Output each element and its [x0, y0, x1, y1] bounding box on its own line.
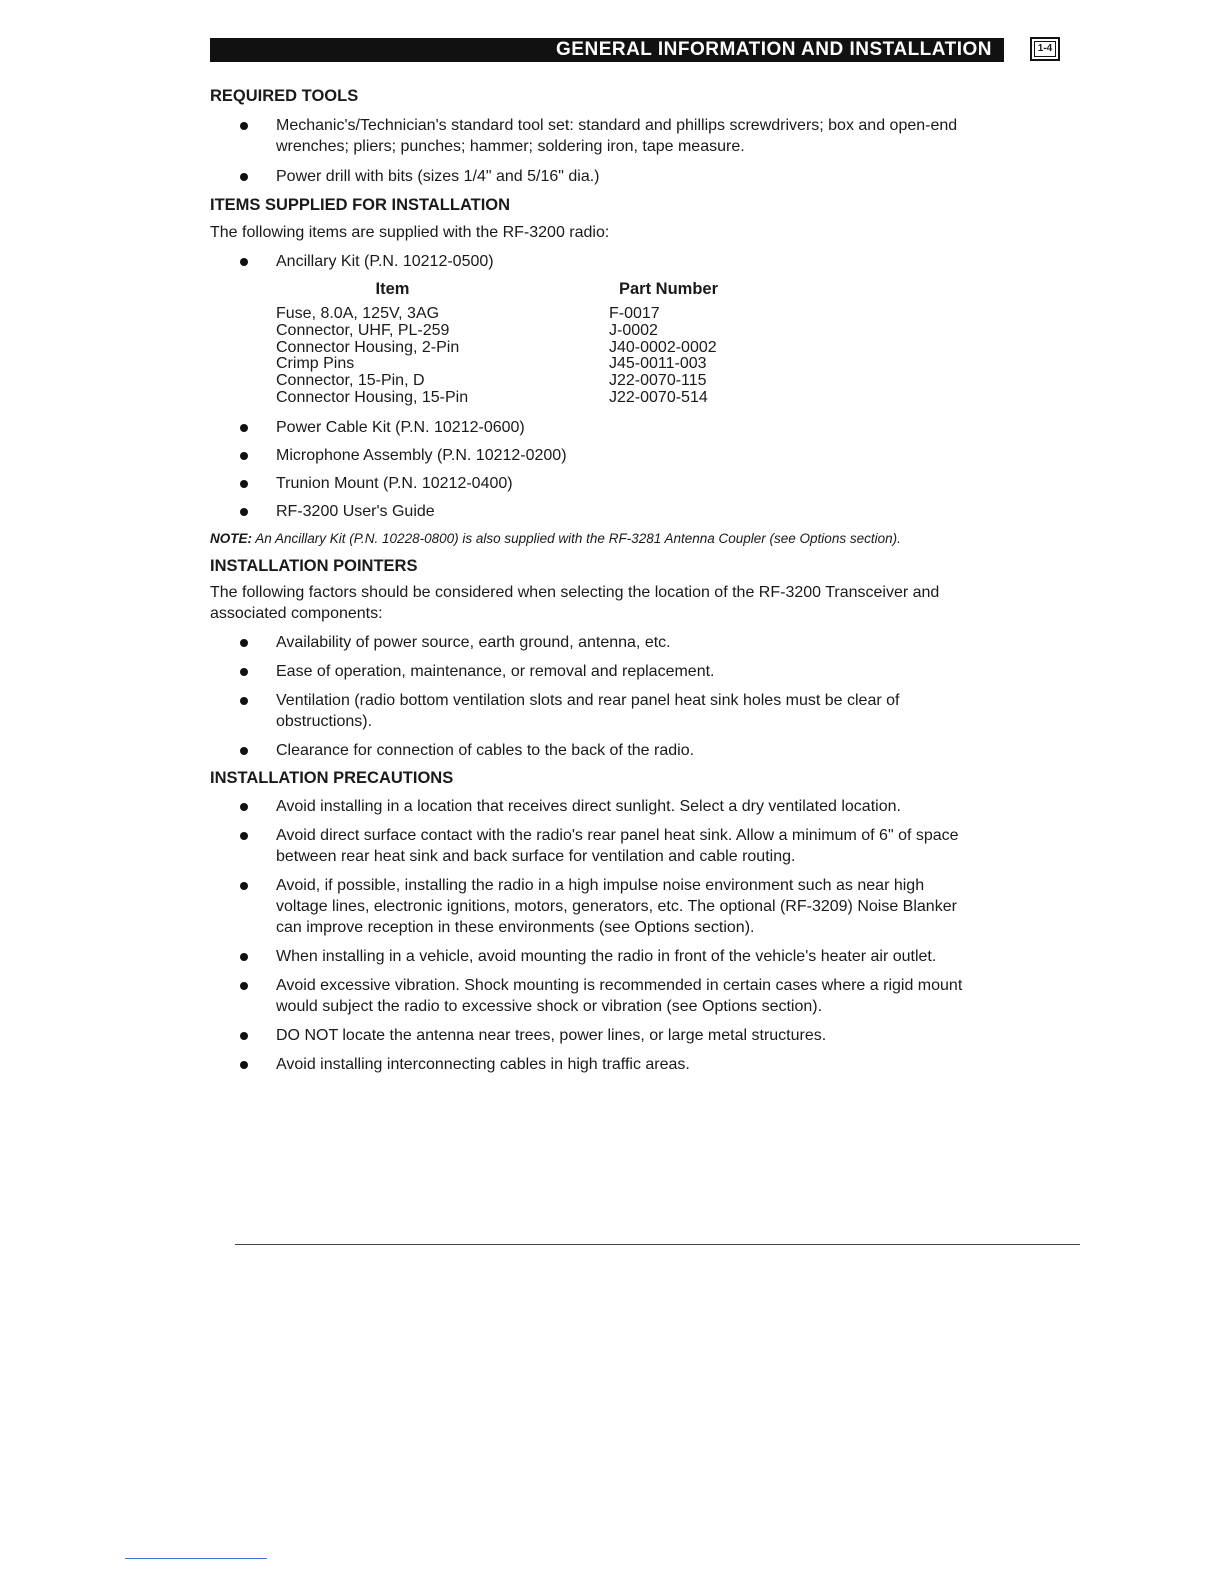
table-row: Connector Housing, 2-Pin J40-0002-0002: [276, 338, 717, 356]
list-item: When installing in a vehicle, avoid mounting the radio in front of the vehicle's heater air outlet.: [210, 946, 970, 967]
bullet-icon: [240, 953, 248, 961]
installation-precautions-heading: INSTALLATION PRECAUTIONS: [210, 768, 454, 787]
bullet-icon: [240, 173, 248, 181]
required-tools-heading: REQUIRED TOOLS: [210, 87, 359, 105]
list-item: Power Cable Kit (P.N. 10212-0600): [210, 417, 970, 438]
list-item: Avoid excessive vibration. Shock mounting is recommended in certain cases where a rigid mount would subject the radio to excessive shock or vibration (see Options section).: [210, 975, 970, 1017]
bullet-icon: [240, 882, 248, 890]
bullet-icon: [240, 122, 248, 130]
list-item: Mechanic's/Technician's standard tool set: standard and phillips screwdrivers; box and open-end wrenches; pliers; punches; hammer; soldering iron, tape measure.: [210, 115, 970, 157]
items-supplied-heading: ITEMS SUPPLIED FOR INSTALLATION: [210, 196, 511, 214]
ancillary-kit-table: [276, 280, 970, 407]
section-title: GENERAL INFORMATION AND INSTALLATION: [556, 39, 992, 60]
list-item: Availability of power source, earth ground, antenna, etc.: [210, 632, 970, 653]
bullet-icon: [240, 639, 248, 647]
items-supplied-intro: The following items are supplied with the RF-3200 radio:: [210, 224, 610, 241]
table-header: [276, 280, 970, 306]
installation-pointers-heading: INSTALLATION POINTERS: [210, 556, 418, 575]
column-header-part-number: Part Number: [619, 280, 719, 298]
page-number: 1-4: [1034, 41, 1056, 57]
ancillary-kit-list: [210, 251, 970, 272]
list-item: DO NOT locate the antenna near trees, power lines, or large metal structures.: [210, 1025, 970, 1046]
list-item: Ease of operation, maintenance, or removal and replacement.: [210, 661, 970, 682]
bullet-icon: [240, 668, 248, 676]
column-header-item: Item: [375, 280, 410, 298]
bullet-icon: [240, 747, 248, 755]
installation-precautions-list: [210, 796, 970, 1075]
bullet-icon: [240, 452, 248, 460]
section-header-bar: [210, 38, 1004, 62]
bullet-icon: [240, 258, 248, 266]
footer-rule: [235, 1244, 1080, 1246]
list-item: Microphone Assembly (P.N. 10212-0200): [210, 445, 970, 466]
table-row: Crimp Pins J45-0011-003: [276, 355, 707, 373]
installation-pointers-intro: The following factors should be considered when selecting the location of the RF-3200 Transceiver and associated components:: [210, 583, 940, 622]
list-item: Avoid installing interconnecting cables in high traffic areas.: [210, 1054, 970, 1075]
list-item: RF-3200 User's Guide: [210, 501, 970, 522]
bullet-icon: [240, 1032, 248, 1040]
page-number-box: [1030, 37, 1060, 61]
table-row: Connector, 15-Pin, D J22-0070-115: [276, 372, 707, 390]
page-content: [210, 84, 970, 1075]
list-item: Avoid direct surface contact with the radio's rear panel heat sink. Allow a minimum of 6" of space between rear heat sink and back surface for ventilation and cable routing.: [210, 825, 970, 867]
bullet-icon: [240, 508, 248, 516]
bullet-icon: [240, 803, 248, 811]
note-text: An Ancillary Kit (P.N. 10228-0800) is also supplied with the RF-3281 Antenna Coupler (see Options section).: [255, 530, 901, 546]
list-item: Ancillary Kit (P.N. 10212-0500): [210, 251, 970, 272]
required-tools-list: [210, 115, 970, 187]
table-row: Connector Housing, 15-Pin J22-0070-514: [276, 388, 708, 406]
table-row: Fuse, 8.0A, 125V, 3AG F-0017: [276, 305, 660, 322]
scan-edge-line: [125, 1558, 267, 1559]
supplied-items-list: [210, 417, 970, 522]
bullet-icon: [240, 1061, 248, 1069]
installation-pointers-list: [210, 632, 970, 761]
bullet-icon: [240, 480, 248, 488]
list-item: Clearance for connection of cables to the back of the radio.: [210, 740, 970, 761]
list-item: Ventilation (radio bottom ventilation slots and rear panel heat sink holes must be clear of obstructions).: [210, 690, 970, 732]
list-item: Trunion Mount (P.N. 10212-0400): [210, 473, 970, 494]
bullet-icon: [240, 982, 248, 990]
ancillary-kit-note: [210, 530, 970, 547]
list-item: Power drill with bits (sizes 1/4" and 5/16" dia.): [210, 166, 970, 187]
table-row: Connector, UHF, PL-259 J-0002: [276, 321, 658, 339]
bullet-icon: [240, 697, 248, 705]
bullet-icon: [240, 424, 248, 432]
bullet-icon: [240, 832, 248, 840]
note-label: NOTE:: [210, 530, 252, 546]
list-item: Avoid installing in a location that receives direct sunlight. Select a dry ventilated location.: [210, 796, 970, 817]
list-item: Avoid, if possible, installing the radio in a high impulse noise environment such as near high voltage lines, electronic ignitions, motors, generators, etc. The optional (RF-3209) Noise Blanker can improve reception in these environments (see Options section).: [210, 875, 970, 938]
